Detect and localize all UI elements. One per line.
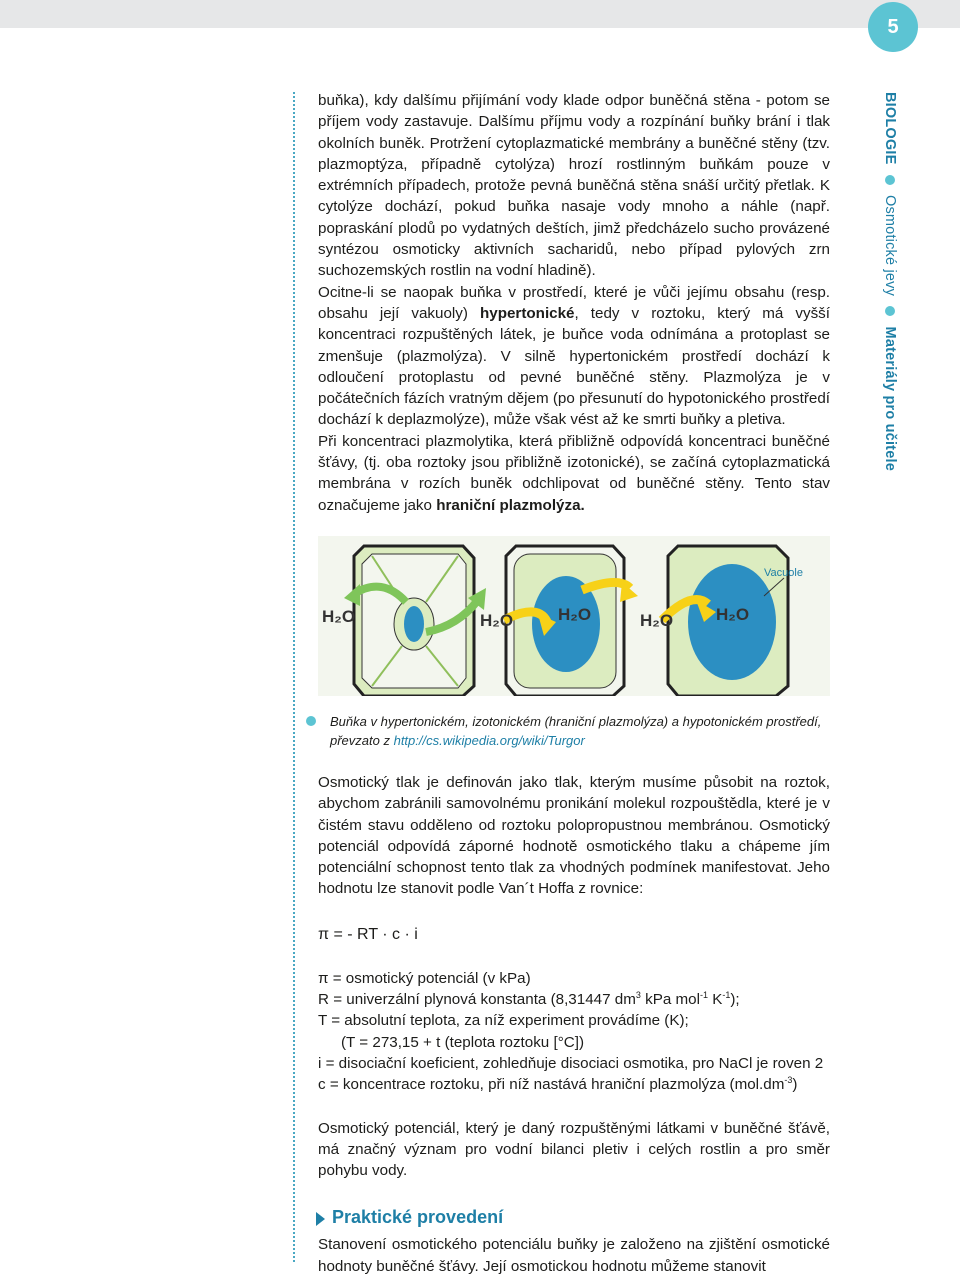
bullet-dot-icon [885, 306, 895, 316]
bullet-dot-icon [885, 175, 895, 185]
main-content [318, 90, 830, 1277]
paragraph-osmotic-potential: Osmotický potenciál, který je daný rozpuštěnými látkami v buněčné šťávě, má značný význam pro vodní bilanci pletiv i celých rostlin a pro směr pohybu vody. [318, 1119, 830, 1180]
formula-definitions [318, 968, 830, 1096]
water-label: H₂O [558, 604, 592, 624]
superscript: -1 [722, 989, 731, 1000]
water-label: H₂O [480, 610, 514, 630]
vant-hoff-formula: π = - RT · c · i [318, 925, 418, 943]
paragraph-hypertonic [318, 282, 830, 431]
cell-hypertonic [322, 546, 486, 696]
superscript: 3 [635, 989, 641, 1000]
side-tab-topic: Osmotické jevy [882, 194, 898, 297]
paragraph-hypotonic: buňka), kdy dalšímu přijímání vody klade odpor buněčná stěna - potom se příjem vody zastavuje. Dalšímu příjmu vody a rozpínání buňky brání i tlak okolních buněk. Protržení cytoplazmatické membrány a buněčné stěny (tzv. plazmoptýza, případně cytolýza) hrozí rostlinným buňkám pouze v extrémních případech, protože pevná buněčná stěna snáší určitý přetlak. K cytolýze dochází, pokud buňka nasaje vody mnoho a náhle (např. popraskání plodů po vydatných deštích, jimž předcházelo sucho provázené syntézou osmoticky aktivních sacharidů, nebo případ pylových zrn suchozemských rostlin na vodní hladině). [318, 92, 830, 280]
definition-c [318, 1074, 830, 1095]
caption-source [330, 731, 830, 750]
text-run: K [708, 991, 723, 1009]
dotted-margin-rule [293, 92, 295, 1262]
definition-t-conversion: (T = 273,15 + t (teplota roztoku [°C]) [341, 1033, 585, 1051]
text-run: Při koncentraci plazmolytika, která přibližně odpovídá koncentraci buněčné šťávy, (tj. oba roztoky jsou přibližně izotonické), se začíná cytoplazmatická membrána v rozích buněk odchlipovat od buněčné stěny. Tento stav označujeme jako [318, 432, 830, 514]
triangle-marker-icon [316, 1212, 325, 1226]
superscript: -1 [699, 989, 708, 1000]
caption-text: Buňka v hypertonickém, izotonickém (hraniční plazmolýza) a hypotonickém prostředí, [330, 713, 822, 729]
side-tab-materials: Materiály pro učitele [882, 326, 898, 471]
figure-caption [318, 712, 830, 750]
wikipedia-link[interactable]: http://cs.wikipedia.org/wiki/Turgor [393, 732, 585, 748]
cell-isotonic [480, 546, 638, 696]
paragraph-practical: Stanovení osmotického potenciálu buňky je založeno na zjištění osmotické hodnoty buněčné šťávy. Její osmotickou hodnotu můžeme stanovit [318, 1236, 830, 1275]
definition-pi: π = osmotický potenciál (v kPa) [318, 969, 531, 987]
page-header-bar [0, 0, 960, 28]
text-run: , tedy v roztoku, který má vyšší koncentraci rozpuštěných látek, je buňce voda odnímána a protoplast se zmenšuje (plazmolýza). V silně hypertonickém prostředí dochází k odloučení protoplastu od pevné buněčné stěny. Plazmolýza je v počátečních fázích vratným dějem (po přesunutí do hypotonického prostředí dochází k deplazmolýze), může však vést až ke smrti buňky a pletiva. [318, 304, 830, 429]
text-run: Ocitne-li se naopak buňka v prostředí, které je vůči jejímu obsahu (resp. obsahu její vakuoly) [318, 283, 830, 322]
paragraph-osmotic-pressure: Osmotický tlak je definován jako tlak, kterým musíme působit na roztok, abychom zabránili samovolnému pronikání molekul rozpouštědla, které je v čistém stavu odděleno od roztoku polopropustnou membránou. Osmotický potenciál odpovídá záporné hodnotě osmotického tlaku a chápeme jím potenciální schopnost tento tlak za vhodných podmínek manifestovat. Jeho hodnotu lze stanovit podle Van´t Hoffa z rovnice: [318, 773, 830, 898]
water-label: H₂O [640, 610, 674, 630]
side-tab-subject: BIOLOGIE [882, 92, 898, 165]
section-heading-practical [318, 1207, 830, 1228]
page-number-badge: 5 [868, 2, 918, 52]
text-run: kPa mol [640, 991, 700, 1009]
caption-source-prefix: převzato z [330, 732, 394, 748]
definition-i: i = disociační koeficient, zohledňuje disociaci osmotika, pro NaCl je roven 2 [318, 1054, 824, 1072]
superscript: -3 [784, 1075, 793, 1086]
paragraph-incipient-plasmolysis [318, 431, 830, 516]
text-run: ); [730, 991, 740, 1009]
section-heading-text: Praktické provedení [332, 1207, 504, 1228]
term-incipient-plasmolysis: hraniční plazmolýza. [436, 496, 585, 514]
bullet-dot-icon [306, 716, 316, 726]
text-run: ) [792, 1076, 798, 1094]
definition-r [318, 989, 830, 1010]
side-tab [882, 92, 898, 471]
cell-plasmolysis-figure [318, 536, 830, 696]
cell-diagram-svg [318, 536, 830, 696]
water-label: H₂O [322, 606, 356, 626]
term-hypertonic: hypertonické [479, 304, 575, 322]
text-run: R = univerzální plynová konstanta (8,31447 dm [318, 991, 636, 1009]
vacuole-label: Vacuole [764, 566, 803, 579]
definition-t: T = absolutní teplota, za níž experiment provádíme (K); [318, 1012, 689, 1030]
water-label: H₂O [716, 604, 750, 624]
cell-hypotonic [640, 546, 803, 696]
text-run: c = koncentrace roztoku, při níž nastává hraniční plazmolýza (mol.dm [318, 1076, 785, 1094]
